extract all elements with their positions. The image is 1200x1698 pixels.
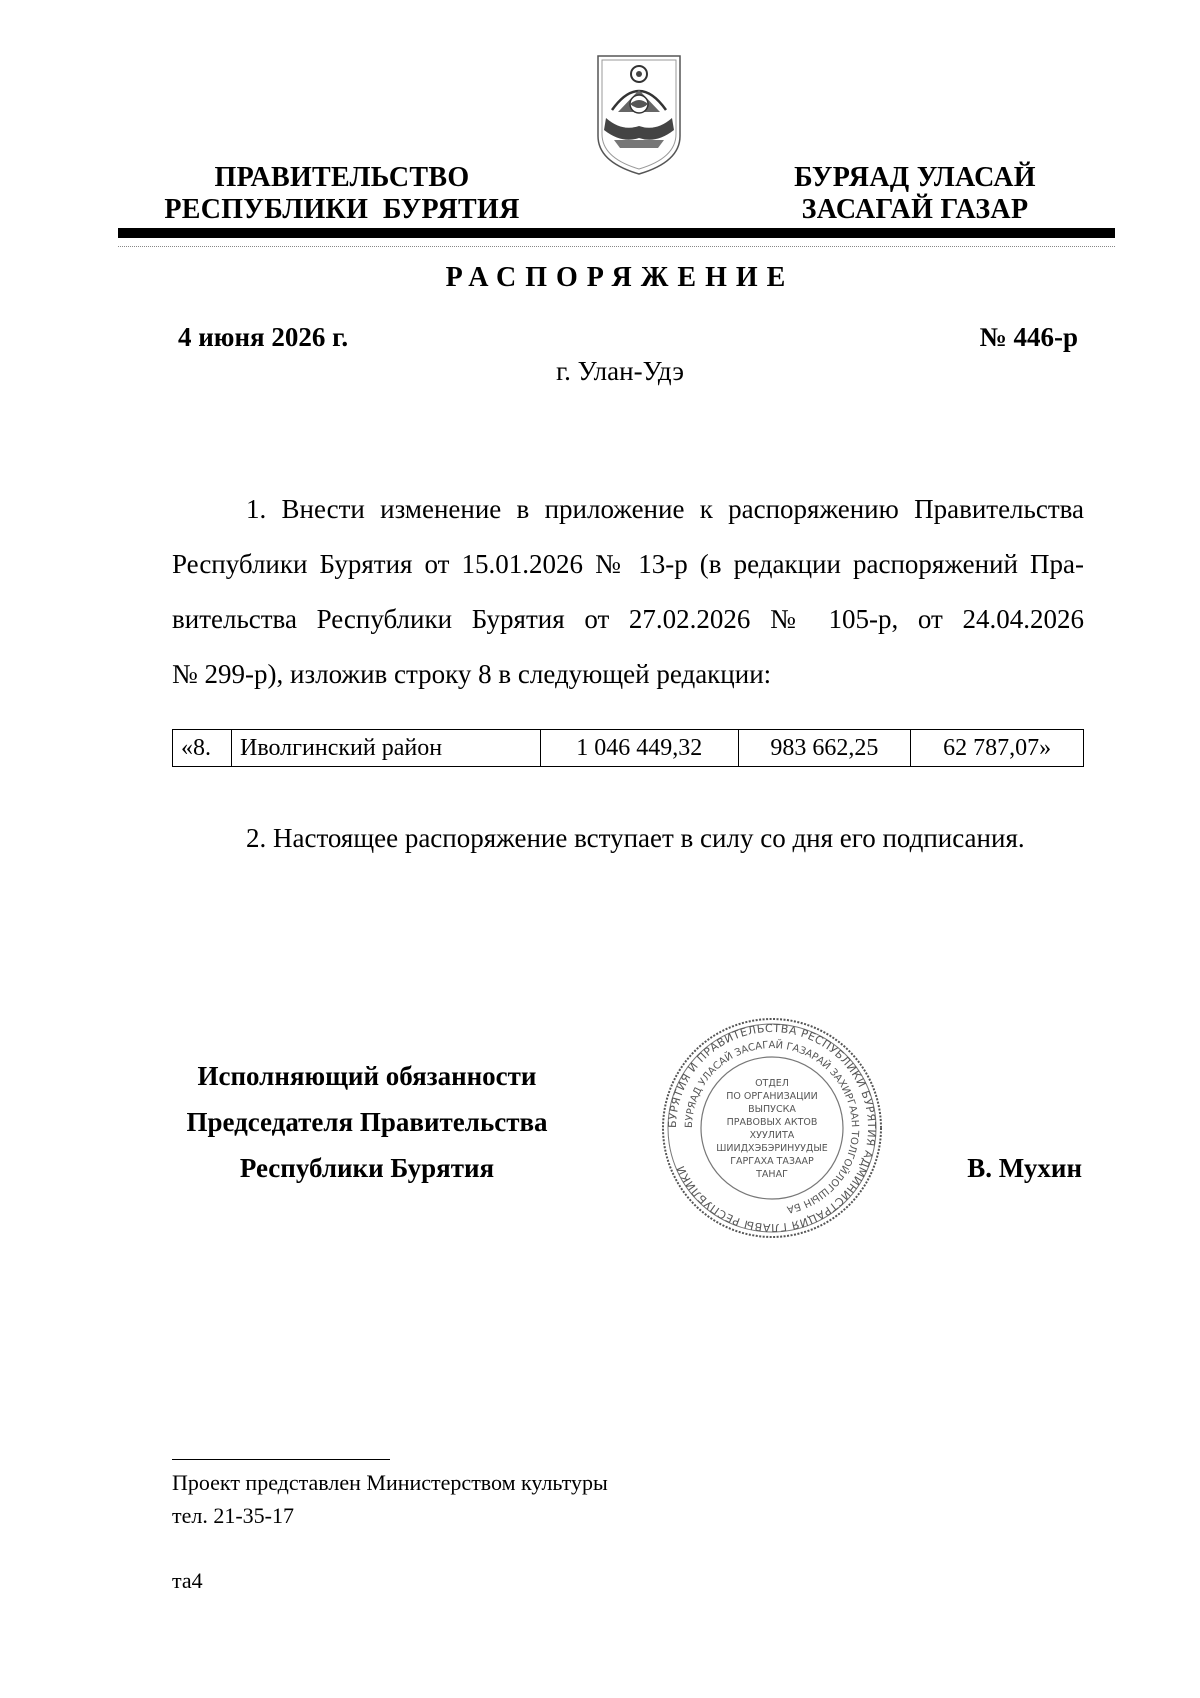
signature-line-1: Исполняющий обязанности	[197, 1061, 537, 1091]
stamp-middle-text: БУРЯАД УЛАСАЙ ЗАСАГАЙ ГАЗАРАЙ ЗАХИРГААН ТОЛГОЙЛОГШЫН БА	[683, 1039, 861, 1215]
document-code: та4	[172, 1568, 203, 1593]
stamp-center-line: ПО ОРГАНИЗАЦИИ	[726, 1091, 818, 1102]
amendment-table	[172, 729, 1084, 767]
stamp-outer-text: БУРЯТИЯ И ПРАВИТЕЛЬСТВА РЕСПУБЛИКИ БУРЯТИЯ АДМИНИСТРАЦИЯ ГЛАВЫ РЕСПУБЛИКИ	[665, 1021, 879, 1235]
header-left	[152, 162, 532, 226]
header-left-line1: ПРАВИТЕЛЬСТВО	[214, 162, 470, 193]
table-row	[173, 730, 1084, 767]
paragraph-1-line: вительства Республики Бурятия от 27.02.2026 № 105-р, от 24.04.2026	[172, 604, 1084, 634]
signature-title	[172, 1053, 562, 1191]
paragraph-1-line: 1. Внести изменение в приложение к распоряжению Правительства	[246, 494, 1084, 524]
footnote-line-1: Проект представлен Министерством культуры	[172, 1470, 608, 1495]
paragraph-1-line: № 299-р), изложив строку 8 в следующей редакции:	[172, 659, 772, 689]
document-date: 4 июня 2026 г.	[178, 322, 349, 352]
footnote-line-2: тел. 21-35-17	[172, 1503, 295, 1528]
stamp-center-line: ГАРГАХА ТАЗААР	[730, 1156, 814, 1167]
header-rule-thick	[118, 228, 1115, 238]
signatory-name: В. Мухин	[967, 1153, 1082, 1183]
table-cell-value-2: 983 662,25	[738, 730, 911, 767]
table-cell-name: Иволгинский район	[232, 730, 541, 767]
header-right-line2: ЗАСАГАЙ ГАЗАР	[801, 194, 1029, 225]
document-number: № 446-р	[979, 322, 1078, 352]
footnote-rule	[172, 1459, 390, 1460]
stamp-center-line: ШИИДХЭБЭРИНУУДЫЕ	[716, 1143, 828, 1154]
official-stamp	[660, 1016, 884, 1240]
document-city: г. Улан-Удэ	[556, 356, 684, 386]
header-left-line2: РЕСПУБЛИКИ БУРЯТИЯ	[164, 194, 520, 225]
coat-of-arms-icon	[592, 52, 686, 176]
header-rule-thin	[118, 246, 1115, 247]
table-cell-number: «8.	[173, 730, 232, 767]
paragraph-1-line: Республики Бурятия от 15.01.2026 № 13-р (в редакции распоряжений Пра-	[172, 549, 1084, 579]
signature-line-2: Председателя Правительства	[186, 1107, 548, 1137]
stamp-center-line: ОТДЕЛ	[755, 1078, 789, 1089]
table-cell-value-3: 62 787,07»	[911, 730, 1084, 767]
stamp-center-line: ТАНАГ	[756, 1169, 788, 1180]
signature-line-3: Республики Бурятия	[239, 1153, 495, 1183]
paragraph-1	[172, 482, 1084, 702]
table-cell-value-1: 1 046 449,32	[541, 730, 739, 767]
header-right	[750, 162, 1080, 226]
header-right-line1: БУРЯАД УЛАСАЙ	[794, 162, 1036, 193]
stamp-center-line: ПРАВОВЫХ АКТОВ	[726, 1117, 818, 1128]
stamp-center-line: ВЫПУСКА	[748, 1104, 796, 1115]
stamp-center-line: ХУУЛИТА	[749, 1130, 795, 1141]
paragraph-2: 2. Настоящее распоряжение вступает в силу со дня его подписания.	[246, 823, 1025, 853]
footnote	[172, 1466, 608, 1532]
document-title: РАСПОРЯЖЕНИЕ	[445, 262, 795, 293]
